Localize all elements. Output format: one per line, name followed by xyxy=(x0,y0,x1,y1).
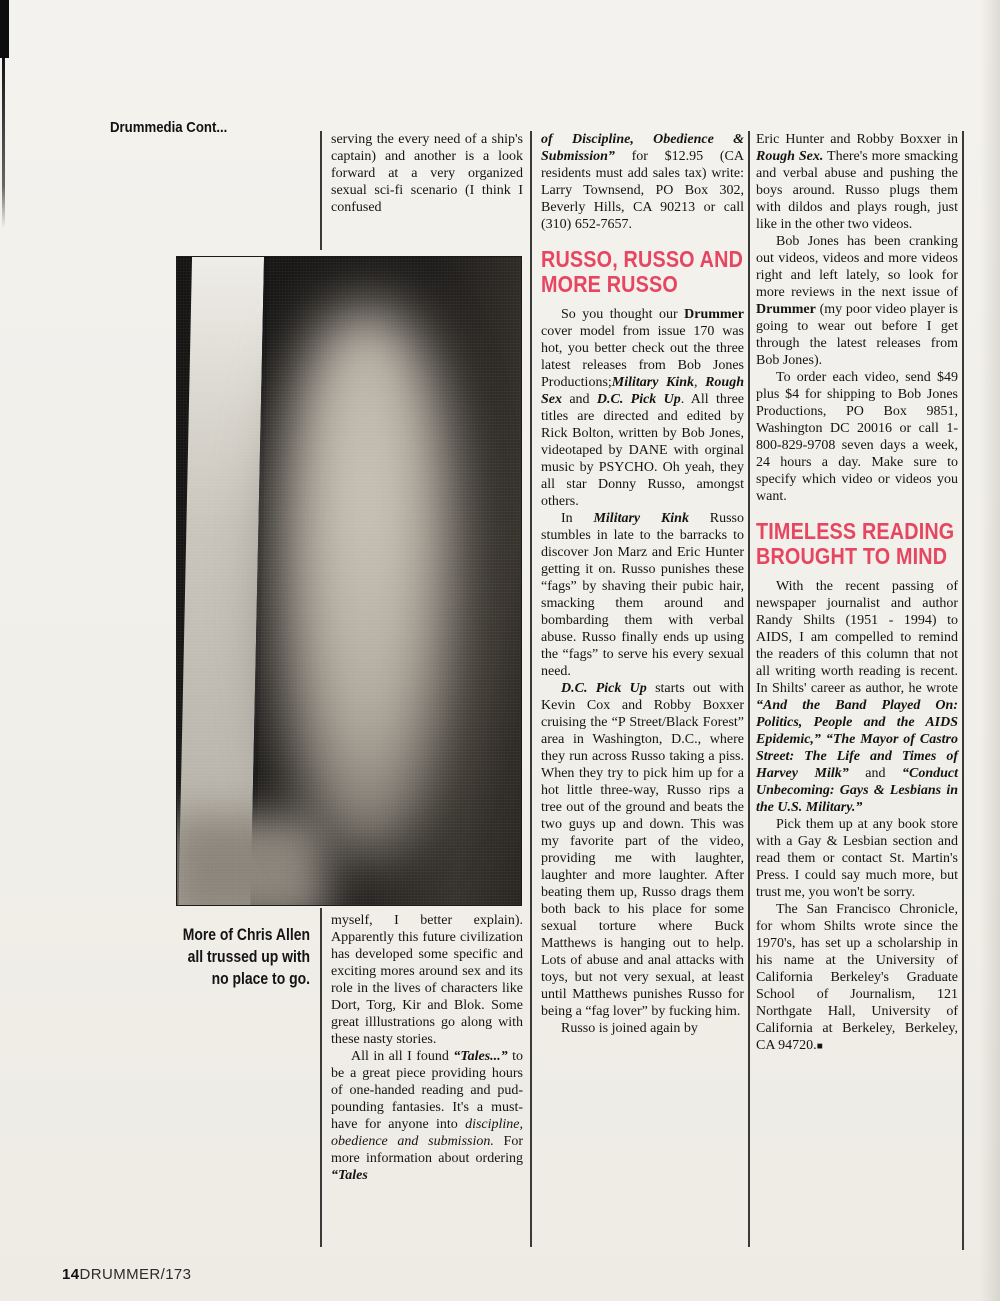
paragraph: of Discipline, Obedience & Submission” for $12.95 (CA residents must add sales tax) write: Larry Townsend, PO Box 302, Beverly Hills, CA 90213 or call (310) 652-7657. xyxy=(541,132,744,232)
headline-line: TIMELESS READING xyxy=(756,518,955,544)
text-block xyxy=(331,912,523,1184)
paragraph: serving the every need of a ship's captain) and another is a look forward at a very organized sexual sci-fi scenario (I think I confused xyxy=(331,132,523,215)
paragraph: To order each video, send $49 plus $4 for shipping to Bob Jones Productions, PO Box 9851, Washington DC 20016 or call 1-800-829-9708 seven days a week, 24 hours a day. Make sure to specify which video or videos you want. xyxy=(756,370,958,504)
paragraph: With the recent passing of newspaper journalist and author Randy Shilts (1951 - 1994) to AIDS, I am compelled to remind the readers of this column that not all writing worth reading is recent. In Shilts' career as author, he wrote “And the Band Played On: Politics, People and the AIDS Epidemic,” “The Mayor of Castro Street: The Life and Times of Harvey Milk” and “Conduct Unbecoming: Gays & Lesbians in the U.S. Military.” xyxy=(756,579,958,815)
paragraph: All in all I found “Tales...” to be a great piece providing hours of one-handed reading and pud-pounding fantasies. It's a must-have for anyone into discipline, obedience and submission. For more information about ordering “Tales xyxy=(331,1049,523,1183)
photo-black-and-white xyxy=(176,256,522,906)
column-rule xyxy=(530,131,532,1247)
text-block xyxy=(541,306,744,1037)
paragraph: So you thought our Drummer cover model from issue 170 was hot, you better check out the three latest releases from Bob Jones Productions;Military Kink, Rough Sex and D.C. Pick Up. All three titles are directed and edited by Rick Bolton, written by Bob Jones, videotaped by DANE with orginal music by PSYCHO. Oh yeah, they all star Donny Russo, amongst others. xyxy=(541,307,745,509)
column-rule xyxy=(748,131,750,1247)
headline-line: RUSSO, RUSSO AND xyxy=(541,246,744,272)
text-block xyxy=(756,131,958,505)
caption-line: More of Chris Allen xyxy=(182,925,310,944)
paragraph: In Military Kink Russo stumbles in late to the barracks to discover Jon Marz and Eric Hunter getting it on. Russo punishes these “fags” by shaving their pubic hair, smacking them around and bombarding them with verbal abuse. Russo finally ends up using the “fags” to serve his every sexual need. xyxy=(541,511,745,679)
column-2 xyxy=(541,131,744,1037)
photo-caption xyxy=(148,924,310,990)
scan-artifact-mark xyxy=(0,0,9,58)
column-rule xyxy=(320,908,322,1247)
section-header xyxy=(110,119,243,136)
paragraph: myself, I better explain). Apparently this future civilization has developed some specific and exciting mores around sex and its role in the lives of characters like Dort, Torg, Kir and Blok. Some great illlustrations go along with these nasty stories. xyxy=(331,913,523,1047)
paragraph: Eric Hunter and Robby Boxxer in Rough Sex. There's more smacking and verbal abuse and pushing the boys around. Russo plugs them with dildos and plays rough, just like in the other two videos. xyxy=(756,132,958,232)
page-footer xyxy=(62,1266,191,1283)
column-rule xyxy=(320,131,322,250)
paragraph: Russo is joined again by xyxy=(561,1021,698,1036)
text-block xyxy=(756,578,958,1055)
headline-timeless xyxy=(756,519,958,569)
headline-line: BROUGHT TO MIND xyxy=(756,543,948,569)
column-1-bottom xyxy=(331,912,523,1184)
column-rule xyxy=(962,131,964,1250)
headline-russo xyxy=(541,247,744,297)
text-block xyxy=(541,131,744,233)
text-block xyxy=(331,131,523,216)
caption-line: all trussed up with xyxy=(187,947,310,966)
issue-label: DRUMMER/173 xyxy=(79,1266,192,1283)
section-header-label: Drummedia Cont... xyxy=(110,119,228,136)
scan-edge-shadow xyxy=(980,0,1000,1301)
column-3 xyxy=(756,131,958,1055)
column-1-top xyxy=(331,131,523,216)
headline-line: MORE RUSSO xyxy=(541,271,678,297)
caption-line: no place to go. xyxy=(211,969,310,988)
scan-artifact-line xyxy=(2,58,5,228)
paragraph: Pick them up at any book store with a Gay & Lesbian section and read them or contact St. Martin's Press. I could say much more, but trust me, you won't be sorry. xyxy=(756,817,958,900)
page-number: 14 xyxy=(62,1266,80,1283)
paragraph: D.C. Pick Up starts out with Kevin Cox and Robby Boxxer cruising the “P Street/Black Forest” area in Washington, D.C., where they run across Russo taking a piss. When they try to pick him up for a hot little three-way, Russo rips a tree out of the ground and beats the two guys up and down. This was my favorite part of the video, providing me with laughter, laughter and more laughter. After beating them up, Russo drags them both back to his place for some sexual torture where Buck Matthews is hanging out to help. Lots of abuse and anal attacks with toys, but not very sexual, at least until Matthews punishes Russo for being a “fag lover” by fucking him. xyxy=(541,681,744,1019)
photo-halftone-texture xyxy=(177,257,521,905)
paragraph: The San Francisco Chronicle, for whom Shilts wrote since the 1970's, has set up a scholarship in his name at the University of California Berkeley's Graduate School of Journalism, 121 Northgate Hall, University of California at Berkeley, Berkeley, CA 94720.■ xyxy=(756,902,958,1053)
paragraph: Bob Jones has been cranking out videos, videos and more videos right and left lately, so look for more reviews in the next issue of Drummer (my poor video player is going to wear out before I get through the latest releases from Bob Jones). xyxy=(756,234,958,368)
